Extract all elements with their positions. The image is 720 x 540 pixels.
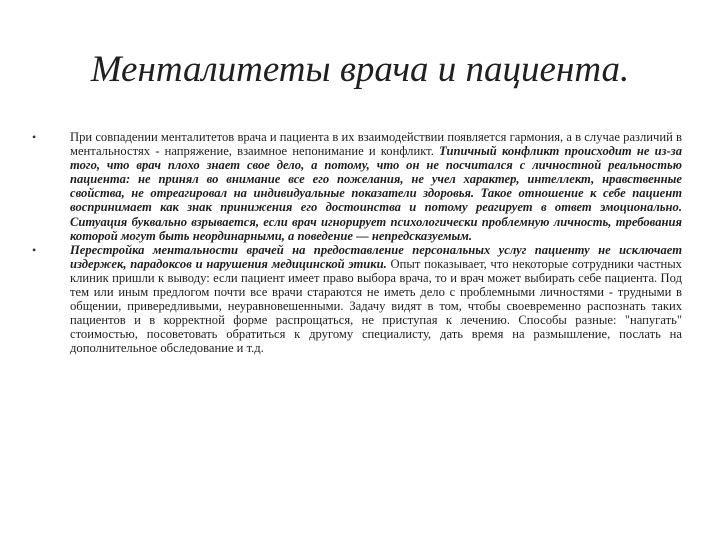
bullet-symbol: • xyxy=(32,242,37,257)
bullet-1-text xyxy=(70,130,682,243)
bullet-symbol: • xyxy=(32,130,37,144)
bullet-2-text xyxy=(70,243,682,356)
bullet-2-part-1: Перестройка ментальности врачей на предоставление персональных услуг пациенту не исключает издержек, парадоксов и нарушения медицинской этики. xyxy=(70,242,682,271)
bullet-item-2 xyxy=(32,243,682,356)
bullet-1-part-2: Типичный конфликт происходит не из-за того, что врач плохо знает свое дело, а потому, что он не посчитался с личностной реальностью пациента: не принял во внимание все его пожелания, не учел характер, интеллект, нравственные свойства, не отреагировал на индивидуальные показатели здоровья. Такое отношение к себе пациент воспринимает как знак принижения его достоинства и потому реагирует в ответ эмоционально. Ситуация буквально взрывается, если врач игнорирует психологически проблемную личность, требования которой могут быть неординарными, а поведение — непредсказуемым. xyxy=(70,144,682,243)
slide-title: Менталитеты врача и пациента. xyxy=(90,49,630,90)
bullet-item-1 xyxy=(32,130,682,243)
bullet-2-part-2: Опыт показывает, что некоторые сотрудники частных клиник пришли к выводу: если пациент имеет право выбора врача, то и врач может выбирать себе пациента. Под тем или иным предлогом почти все врачи стараются не иметь дело с проблемными личностями - трудными в общении, привередливыми, неуравновешенными. Задачу видят в том, чтобы своевременно распознать таких пациентов и в корректной форме распрощаться, не приступая к лечению. Способы разные: "напугать" стоимостью, посоветовать обратиться к другому специалисту, дать время на размышление, послать на дополнительное обследование и т.д. xyxy=(70,256,682,356)
bullet-list xyxy=(32,130,682,356)
bullet-1-part-1: При совпадении менталитетов врача и пациента в их взаимодействии появляется гармония, а в случае различий в ментальностях - напряжение, взаимное непонимание и конфликт. xyxy=(70,130,682,159)
